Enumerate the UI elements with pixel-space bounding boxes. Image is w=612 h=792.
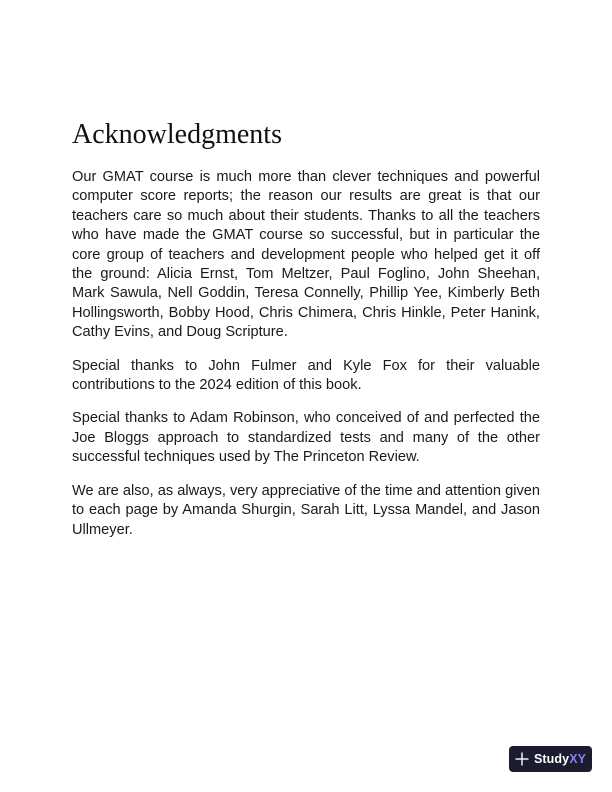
paragraph-adam-robinson: Special thanks to Adam Robinson, who conceived of and perfected the Joe Bloggs approach to standardized tests and many of the other successful techniques used by The Princeton Review. <box>72 410 540 466</box>
paragraph-appreciation: We are also, as always, very appreciative of the time and attention given to each page by Amanda Shurgin, Sarah Litt, Lyssa Mandel, and Jason Ullmeyer. <box>72 482 540 538</box>
paragraph-course-thanks: Our GMAT course is much more than clever techniques and powerful computer score reports; the reason our results are great is that our teachers care so much about their students. Thanks to all the teachers who have made the GMAT course so successful, but in particular the core group of teachers and development people who helped get it off the ground: Alicia Ernst, Tom Meltzer, Paul Foglino, John Sheehan, Mark Sawula, Nell Goddin, Teresa Connelly, Phillip Yee, Kimberly Beth Hollingsworth, Bobby Hood, Chris Chimera, Chris Hinkle, Peter Hanink, Cathy Evins, and Doug Scripture. <box>72 169 540 341</box>
document-page <box>72 118 540 554</box>
badge-label <box>534 752 586 766</box>
plus-icon <box>515 752 529 766</box>
studyxy-badge[interactable] <box>509 746 592 772</box>
page-title: Acknowledgments <box>72 119 282 150</box>
badge-brand-accent: XY <box>569 752 587 766</box>
paragraph-2024-edition: Special thanks to John Fulmer and Kyle Fox for their valuable contributions to the 2024 edition of this book. <box>72 357 540 394</box>
badge-brand-main: Study <box>533 752 570 766</box>
